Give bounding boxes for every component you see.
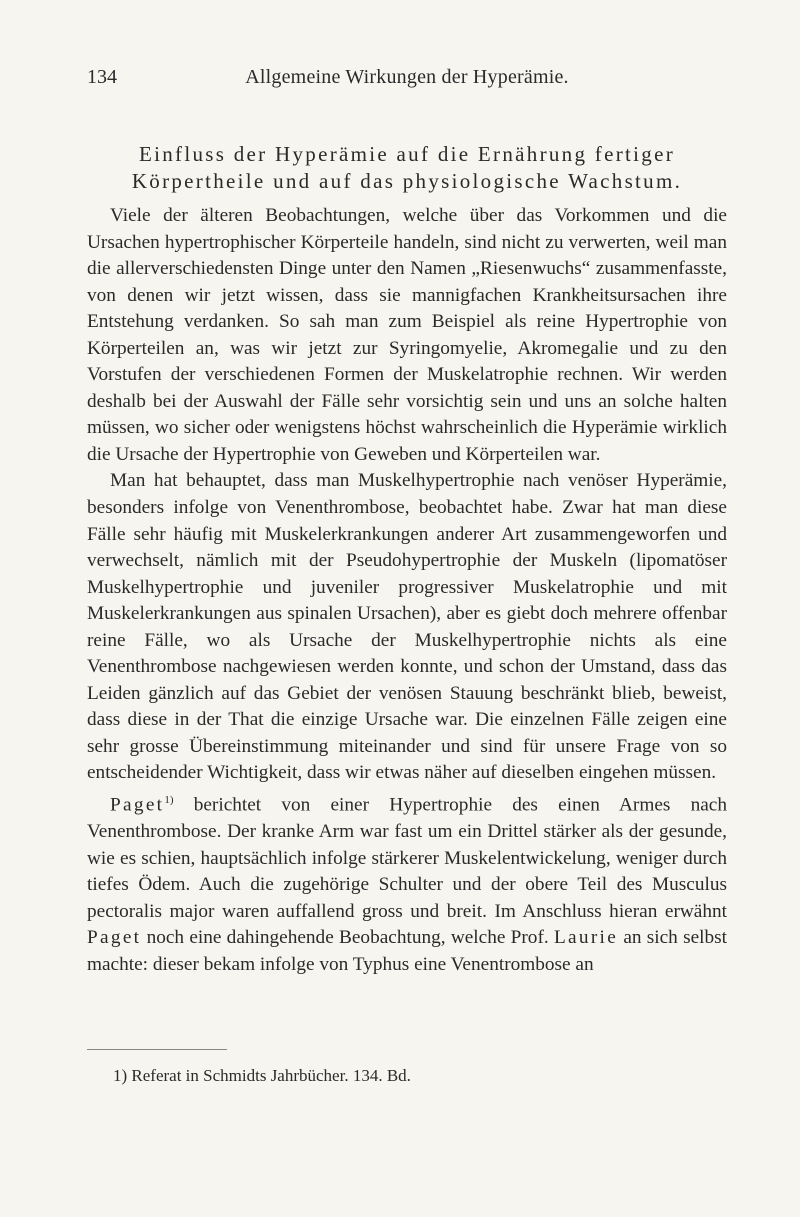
paragraph-3-text-1: berichtet von einer Hypertrophie des einen Armes nach Venenthrombose. Der kranke Arm war fast um ein Drittel stärker als der gesunde, wie es schien, hauptsächlich infolge stärkerer Muskelentwickelung, weniger durch tiefes Ödem. Auch die zugehörige Schulter und der obere Teil des Musculus pectoralis major waren auffallend gross und breit. Im Anschluss hieran erwähnt: [87, 794, 727, 922]
section-title-line-1: Einfluss der Hyperämie auf die Ernährung fertiger: [138, 142, 676, 166]
running-title: Allgemeine Wirkungen der Hyperämie.: [245, 66, 569, 88]
author-name-laurie: Laurie: [553, 927, 619, 949]
footnote-divider: [87, 1049, 227, 1050]
body-text: [87, 141, 727, 978]
section-title-line-2: Körpertheile und auf das physiologische Wachstum.: [131, 169, 683, 193]
page-number: 134: [87, 66, 117, 88]
author-name-paget-2: Paget: [87, 927, 142, 949]
footnote: 1) Referat in Schmidts Jahrbücher. 134. Bd.: [113, 1066, 411, 1085]
paragraph-2: Man hat behauptet, dass man Muskelhypertrophie nach venöser Hyperämie, besonders infolge von Venenthrombose, beobachtet habe. Zwar hat man diese Fälle sehr häufig mit Muskelerkrankungen anderer Art zusammengeworfen und verwechselt, nämlich mit der Pseudohypertrophie der Muskeln (lipomatöser Muskelhypertrophie und juveniler progressiver Muskelatrophie und mit Muskelerkrankungen aus spinalen Ursachen), aber es giebt doch mehrere offenbar reine Fälle, wo als Ursache der Muskelhypertrophie nichts als eine Venenthrombose nachgewiesen werden konnte, und schon der Umstand, dass das Leiden gänzlich auf das Gebiet der venösen Stauung beschränkt blieb, beweist, dass diese in der That die einzige Ursache war. Die einzelnen Fälle zeigen eine sehr grosse Übereinstimmung miteinander und sind für unsere Frage von so entscheidender Wichtigkeit, dass wir etwas näher auf dieselben eingehen müssen.: [87, 470, 727, 784]
paragraph-3-text-2: noch eine dahingehende Beobachtung, welche Prof.: [141, 927, 554, 949]
paragraph-3-text-3: an sich selbst machte: dieser bekam infolge von Typhus eine Venentrombose an: [87, 927, 727, 975]
author-name-paget: Paget: [110, 794, 165, 816]
footnote-reference: 1): [164, 794, 174, 807]
paragraph-3: [87, 787, 727, 978]
paragraph-1: Viele der älteren Beobachtungen, welche über das Vorkommen und die Ursachen hypertrophischer Körperteile handeln, sind nicht zu verwerten, weil man die allerverschiedensten Dinge unter den Namen „Riesenwuchs“ zusammenfasste, von denen wir jetzt wissen, dass sie mannigfachen Krankheitsursachen ihre Entstehung verdanken. So sah man zum Beispiel als reine Hypertrophie von Körperteilen an, was wir jetzt zur Syringomyelie, Akromegalie und zu den Vorstufen der verschiedenen Formen der Muskelatrophie rechnen. Wir werden deshalb bei der Auswahl der Fälle sehr vorsichtig sein und uns an solche halten müssen, wo sicher oder wenigstens höchst wahrscheinlich die Hyperämie wirklich die Ursache der Hypertrophie von Geweben und Körperteilen war.: [87, 205, 727, 465]
section-title: [87, 141, 727, 195]
page-header: [87, 66, 727, 96]
